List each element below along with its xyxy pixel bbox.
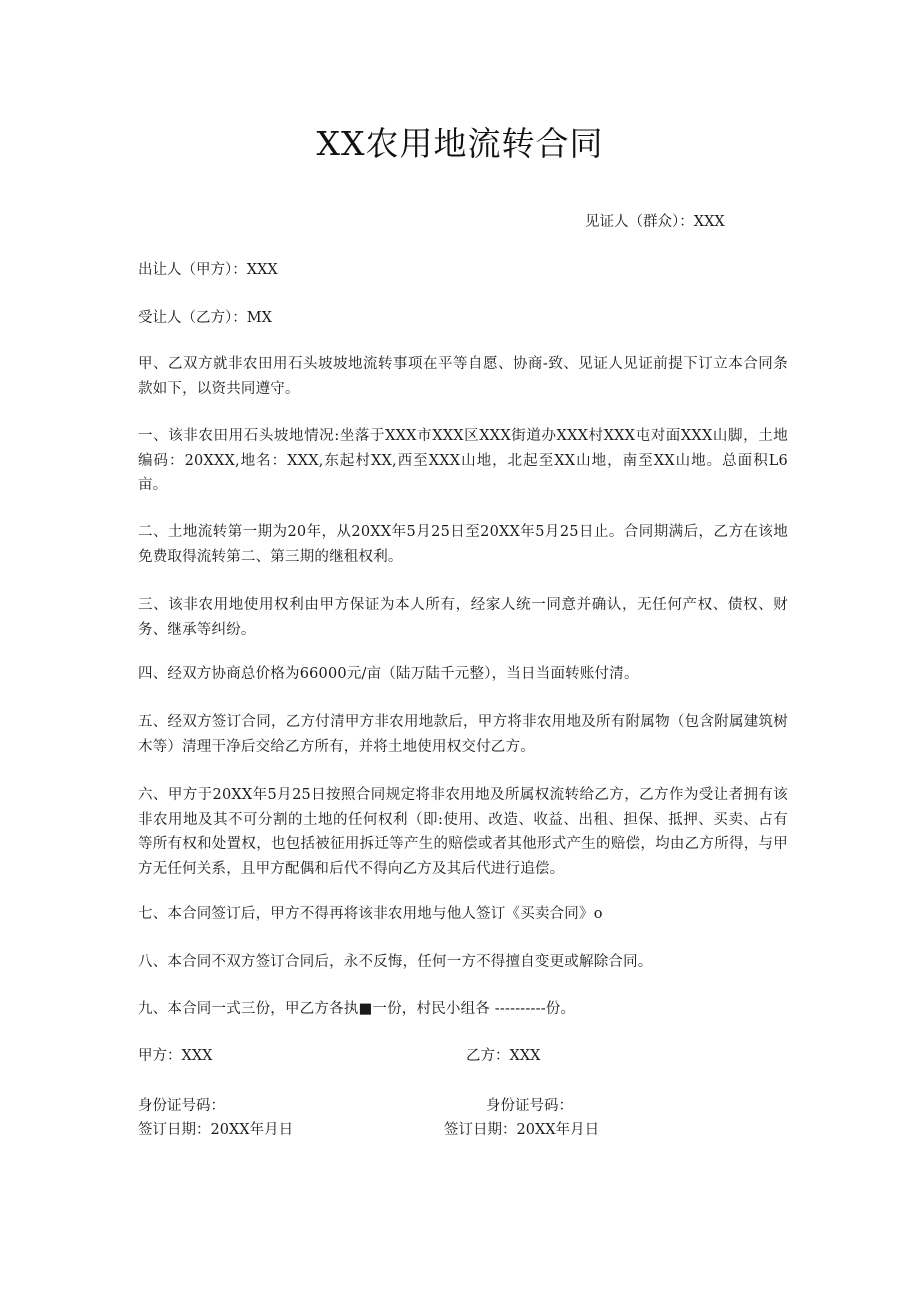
assignee-line: 受让人（乙方）：MX: [138, 310, 272, 326]
page-title: XX农用地流转合同: [316, 124, 604, 163]
clause-8: 八、本合同不双方签订合同后，永不反悔，任何一方不得擅自变更或解除合同。: [138, 954, 653, 970]
clause-4: 四、经双方协商总价格为66000元/亩（陆万陆千元整），当日当面转账付清。: [138, 666, 639, 682]
party-a-id-number: 身份证号码：: [138, 1098, 225, 1114]
clause-9: 九、本合同一式三份，甲乙方各执■一份，村民小组各 ----------份。: [138, 1001, 576, 1017]
clause-1: 一、该非农田用石头坡地情况:坐落于XXX市XXX区XXX街道办XXX村XXX屯对面XXX山脚，土地编码：20XXX,地名：XXX,东起村XX,西至XXX山地，北起至XX山地，南至XX山地。总面积L6亩。: [138, 428, 788, 493]
clause-3: 三、该非农用地使用权利由甲方保证为本人所有，经家人统一同意并确认，无任何产权、债权、财务、继承等纠纷。: [138, 597, 788, 638]
intro-paragraph: 甲、乙双方就非农田用石头坡坡地流转事项在平等自愿、协商-致、见证人见证前提下订立本合同条款如下，以资共同遵守。: [138, 356, 788, 397]
party-a-signature: 甲方：XXX: [138, 1048, 213, 1064]
party-b-id-number: 身份证号码：: [486, 1098, 573, 1114]
clause-7: 七、本合同签订后，甲方不得再将该非农用地与他人签订《买卖合同》o: [138, 906, 603, 922]
party-b-sign-date: 签订日期：20XX年月日: [444, 1122, 600, 1138]
party-a-sign-date: 签订日期：20XX年月日: [138, 1122, 294, 1138]
witness-line: 见证人（群众）：XXX: [585, 214, 725, 230]
clause-2: 二、土地流转第一期为20年，从20XX年5月25日至20XX年5月25日止。合同期满后，乙方在该地免费取得流转第二、第三期的继租权利。: [138, 524, 788, 565]
party-b-signature: 乙方：XXX: [466, 1048, 541, 1064]
assignor-line: 出让人（甲方）：XXX: [138, 262, 278, 278]
clause-6: 六、甲方于20XX年5月25日按照合同规定将非农用地及所属权流转给乙方，乙方作为受让者拥有该非农用地及其不可分割的土地的任何权利（即:使用、改造、收益、出租、担保、抵押、买卖、占有等所有权和处置权，也包括被征用拆迁等产生的赔偿或者其他形式产生的赔偿，均由乙方所得，与甲方无任何关系，且甲方配偶和后代不得向乙方及其后代进行追偿。: [138, 787, 788, 877]
clause-5: 五、经双方签订合同，乙方付清甲方非农用地款后，甲方将非农用地及所有附属物（包含附属建筑树木等）清理干净后交给乙方所有，并将土地使用权交付乙方。: [138, 714, 788, 755]
